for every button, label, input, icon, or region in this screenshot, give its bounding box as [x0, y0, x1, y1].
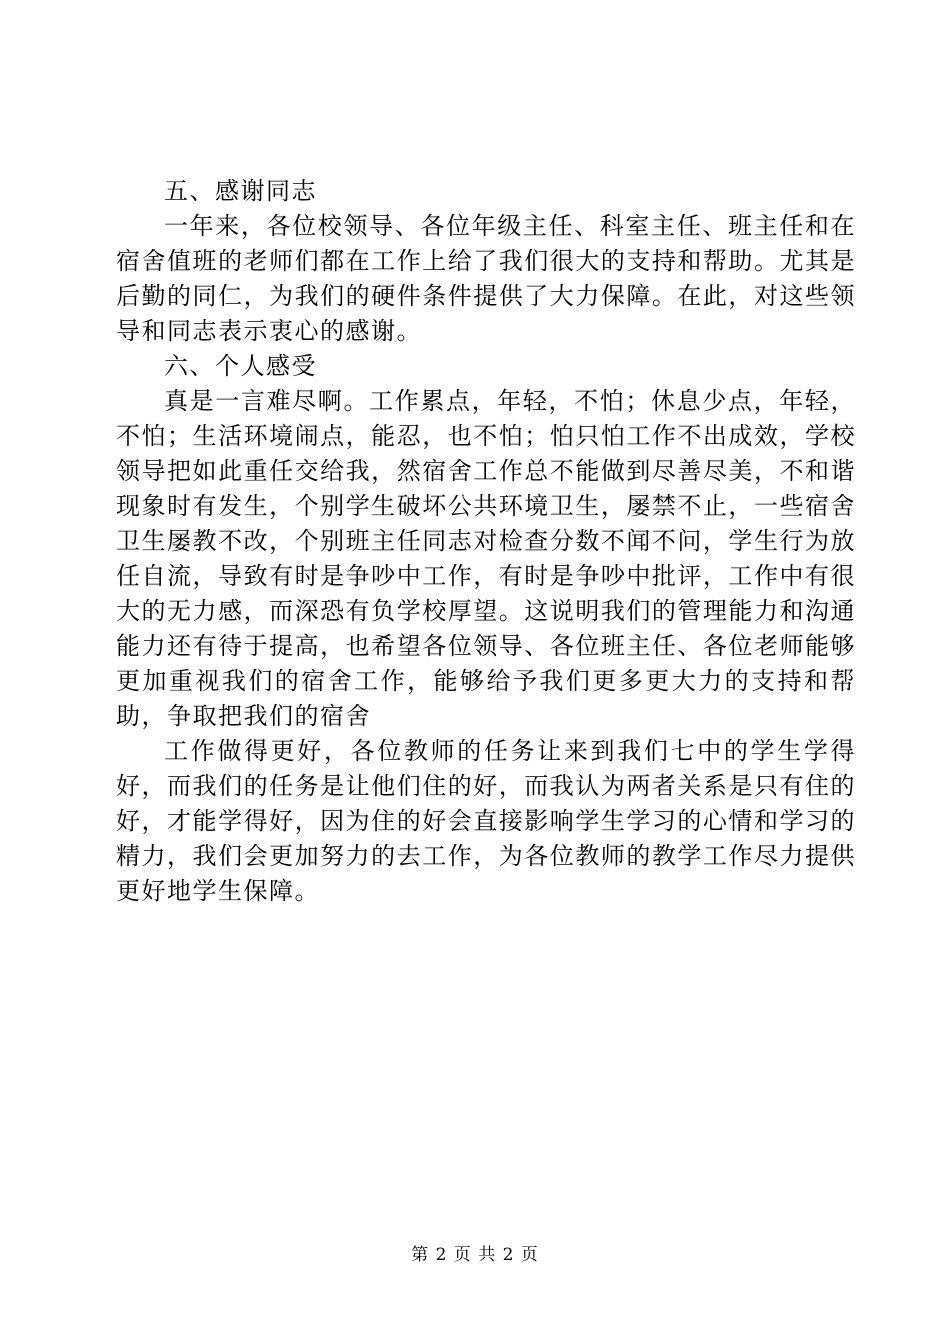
page-number-footer: 第 2 页 共 2 页: [411, 1245, 539, 1265]
section-heading-personal-feelings: 六、个人感受: [164, 352, 317, 380]
paragraph-personal-feelings-1: 真是一言难尽啊。工作累点，年轻，不怕；休息少点，年轻，不怕；生活环境闹点，能忍，也不怕；怕只怕工作不出成效，学校领导把如此重任交给我，然宿舍工作总不能做到尽善尽美，不和谐现象时有发生，个别学生破坏公共环境卫生，屡禁不止，一些宿舍卫生屡教不改，个别班主任同志对检查分数不闻不问，学生行为放任自流，导致有时是争吵中工作，有时是争吵中批评，工作中有很大的无力感，而深恐有负学校厚望。这说明我们的管理能力和沟通能力还有待于提高，也希望各位领导、各位班主任、各位老师能够更加重视我们的宿舍工作，能够给予我们更多更大力的支持和帮助，争取把我们的宿舍: [116, 387, 856, 730]
document-body: [116, 174, 856, 909]
section-heading-thanks: 五、感谢同志: [164, 177, 317, 205]
paragraph-personal-feelings-2: 工作做得更好，各位教师的任务让来到我们七中的学生学得好，而我们的任务是让他们住的好，而我认为两者关系是只有住的好，才能学得好，因为住的好会直接影响学生学习的心情和学习的精力，我们会更加努力的去工作，为各位教师的教学工作尽力提供更好地学生保障。: [116, 737, 856, 905]
paragraph-thanks: 一年来，各位校领导、各位年级主任、科室主任、班主任和在宿舍值班的老师们都在工作上给了我们很大的支持和帮助。尤其是后勤的同仁，为我们的硬件条件提供了大力保障。在此，对这些领导和同志表示衷心的感谢。: [116, 212, 856, 345]
